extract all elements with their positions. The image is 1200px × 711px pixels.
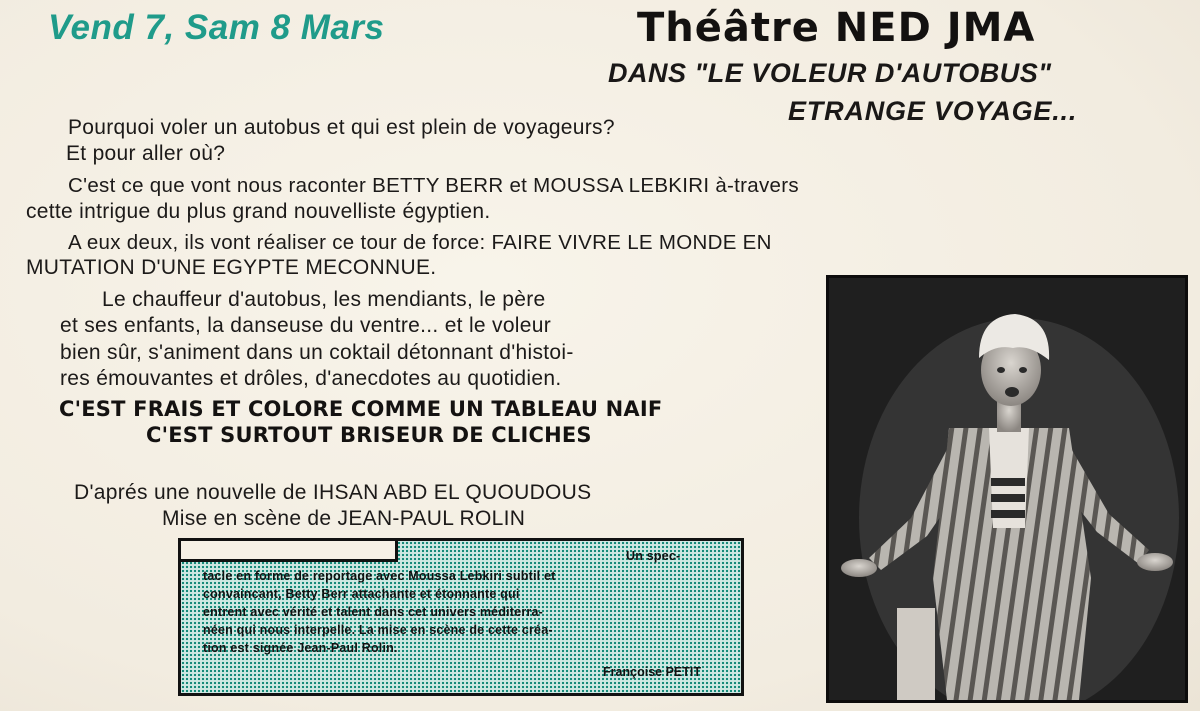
review-line: Un spec-	[626, 549, 681, 563]
review-author: Françoise PETIT	[603, 665, 701, 679]
body-line: Le chauffeur d'autobus, les mendiants, le père	[102, 288, 546, 311]
review-box-notch	[181, 541, 398, 562]
emphasis-line: C'EST SURTOUT BRISEUR DE CLICHES	[146, 423, 592, 447]
body-line: res émouvantes et drôles, d'anecdotes au quotidien.	[60, 367, 562, 390]
play-title: DANS "LE VOLEUR D'AUTOBUS"	[608, 58, 1052, 88]
actor-figure	[829, 278, 1185, 700]
body-line: Et pour aller où?	[66, 142, 226, 165]
review-line: convaincant, Betty Berr attachante et étonnante qui	[203, 587, 520, 601]
review-line: néen qui nous interpelle. La mise en scène de cette créa-	[203, 623, 553, 637]
body-line: C'est ce que vont nous raconter BETTY BERR et MOUSSA LEBKIRI à-travers	[68, 174, 799, 197]
press-review-box	[178, 538, 744, 696]
credit-line: Mise en scène de JEAN-PAUL ROLIN	[162, 507, 526, 530]
body-line: bien sûr, s'animent dans un coktail détonnant d'histoi-	[60, 341, 574, 364]
body-line: MUTATION D'UNE EGYPTE MECONNUE.	[26, 256, 437, 279]
theatre-name: Théâtre NED JMA	[637, 5, 1036, 51]
body-line: et ses enfants, la danseuse du ventre... et le voleur	[60, 314, 552, 337]
play-subtitle: ETRANGE VOYAGE...	[788, 96, 1078, 126]
review-line: tion est signée Jean-Paul Rolin.	[203, 641, 398, 655]
review-line: entrent avec vérité et talent dans cet univers méditerra-	[203, 605, 544, 619]
event-date: Vend 7, Sam 8 Mars	[48, 8, 385, 47]
credit-line: D'aprés une nouvelle de IHSAN ABD EL QUOUDOUS	[74, 481, 592, 504]
actor-photo	[826, 275, 1188, 703]
body-line: A eux deux, ils vont réaliser ce tour de force: FAIRE VIVRE LE MONDE EN	[68, 231, 772, 254]
review-line: tacle en forme de reportage avec Moussa Lebkiri subtil et	[203, 569, 556, 583]
emphasis-line: C'EST FRAIS ET COLORE COMME UN TABLEAU NAIF	[59, 397, 663, 421]
body-line: Pourquoi voler un autobus et qui est plein de voyageurs?	[68, 116, 615, 139]
body-line: cette intrigue du plus grand nouvelliste égyptien.	[26, 200, 491, 223]
